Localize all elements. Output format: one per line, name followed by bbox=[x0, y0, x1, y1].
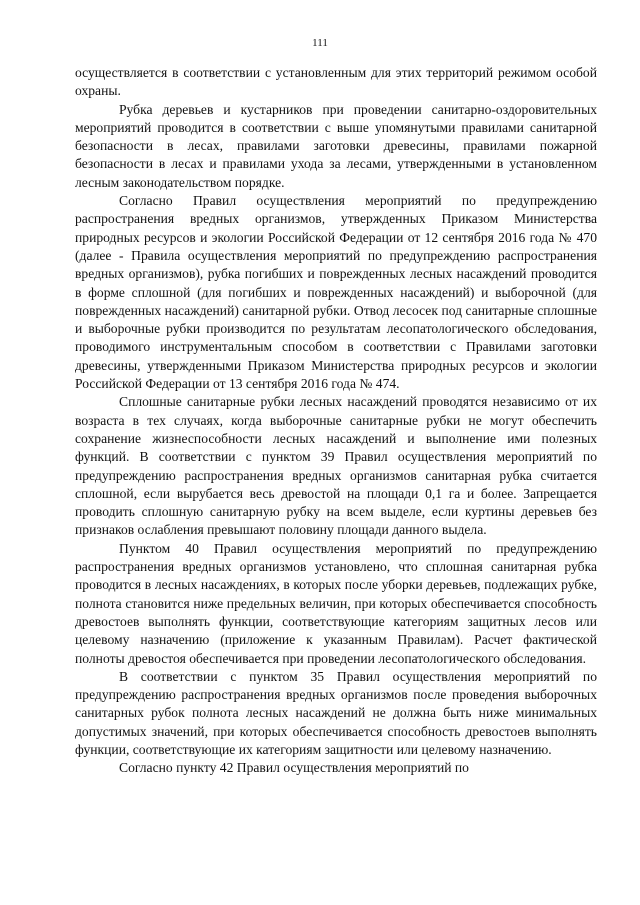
paragraph-felling-rules: Рубка деревьев и кустарников при проведении санитарно-оздоровительных мероприятий проводится в соответствии с выше упомянутыми правилами санитарной безопасности в лесах, правилами заготовки древесины, правилами пожарной безопасности в лесах и правилами ухода за лесами, утвержденными в установленном лесным законодательством порядке. bbox=[75, 101, 597, 190]
paragraph-point-40: Пунктом 40 Правил осуществления мероприятий по предупреждению распространения вредных организмов установлено, что сплошная санитарная рубка проводится в лесных насаждениях, в которых после уборки деревьев, подлежащих рубке, полнота становится ниже предельных величин, при которых обеспечивается способность древостоев выполнять функции, соответствующие категориям защитных лесов или целевому назначению (приложение к указанным Правилам). Расчет фактической полноты древостоя обеспечивается при проведении лесопатологического обследования. bbox=[75, 540, 597, 666]
document-body bbox=[75, 64, 597, 778]
paragraph-clear-sanitary-felling: Сплошные санитарные рубки лесных насаждений проводятся независимо от их возраста в тех случаях, когда выборочные санитарные рубки не могут обеспечить сохранение жизнеспособности лесных насаждений и выполнение ими полезных функций. В соответствии с пунктом 39 Правил осуществления мероприятий по предупреждению распространения вредных организмов санитарная рубка считается сплошной, если вырубается весь древостой на площади 0,1 га и более. Запрещается проводить сплошную санитарную рубку на всем выделе, если куртины деревьев без признаков ослабления превышают половину площади данного выдела. bbox=[75, 394, 597, 538]
paragraph-point-35: В соответствии с пунктом 35 Правил осуществления мероприятий по предупреждению распространения вредных организмов после проведения выборочных санитарных рубок полнота лесных насаждений не должна быть ниже минимальных допустимых значений, при которых обеспечивается способность древостоев выполнять функции, соответствующие их категориям защитности или целевому назначению. bbox=[75, 668, 597, 757]
page-number: 111 bbox=[312, 37, 328, 49]
paragraph-pest-control-rules: Согласно Правил осуществления мероприятий по предупреждению распространения вредных организмов, утвержденных Приказом Министерства природных ресурсов и экологии Российской Федерации от 12 сентября 2016 года № 470 (далее - Правила осуществления мероприятий по предупреждению распространения вредных организмов), рубка погибших и поврежденных лесных насаждений проводится в форме сплошной (для погибших и поврежденных насаждений) и выборочной (для поврежденных насаждений) санитарной рубки. Отвод лесосек под санитарные сплошные и выборочные рубки производится по результатам лесопатологического обследования, проводимого инструментальным способом в соответствии с Правилами заготовки древесины, утвержденными Приказом Министерства природных ресурсов и экологии Российской Федерации от 13 сентября 2016 года № 474. bbox=[75, 193, 597, 392]
paragraph-continuation: осуществляется в соответствии с установленным для этих территорий режимом особой охраны. bbox=[75, 65, 597, 99]
paragraph-point-42: Согласно пункту 42 Правил осуществления мероприятий по bbox=[119, 760, 469, 776]
